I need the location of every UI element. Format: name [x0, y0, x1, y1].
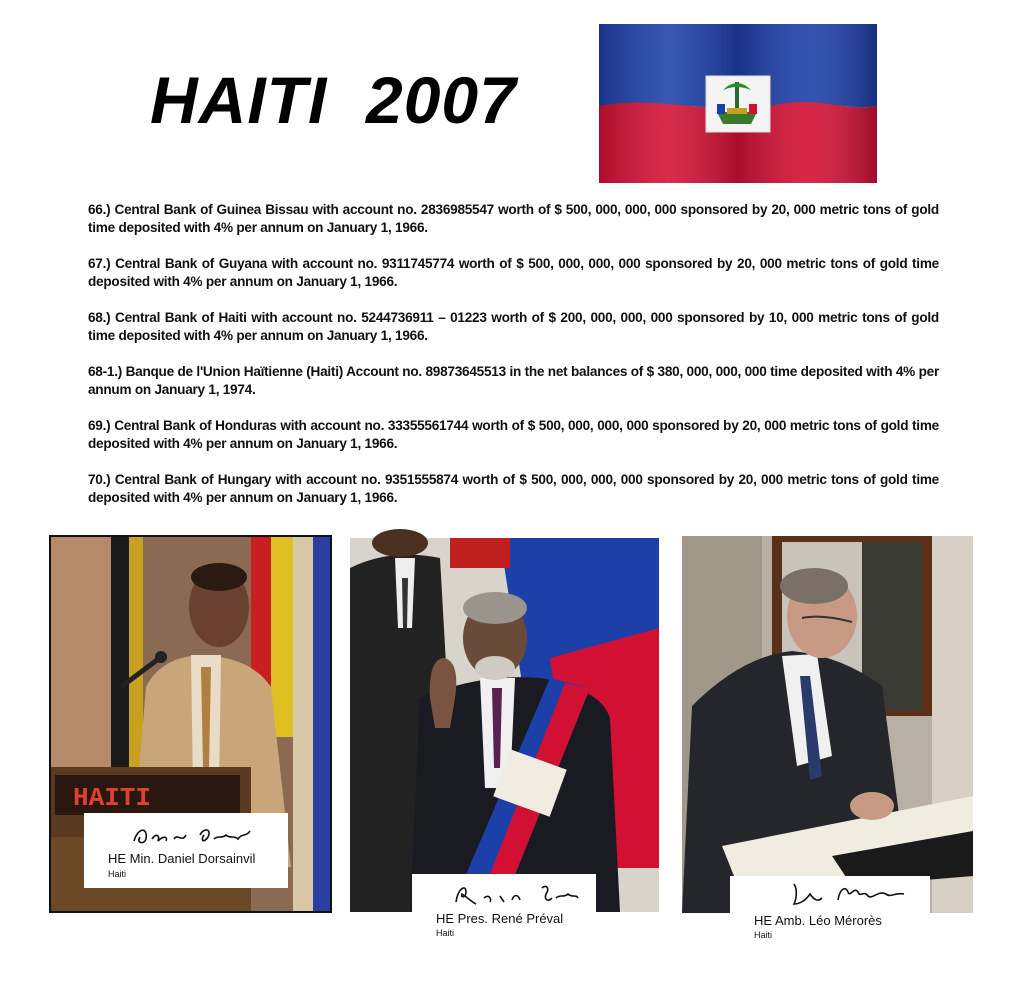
- caption-name: HE Pres. René Préval: [436, 911, 564, 926]
- list-item: 70.) Central Bank of Hungary with account no. 9351555874 worth of $ 500, 000, 000, 000 sponsored by 20, 000 metric tons of gold time deposited with 4% per annum on January 1, 1966.: [88, 472, 939, 505]
- signature-image: [790, 880, 910, 908]
- caption-leo-merores: [730, 876, 930, 940]
- caption-country: Haiti: [754, 930, 773, 940]
- list-item: 69.) Central Bank of Honduras with account no. 33355561744 worth of $ 500, 000, 000, 000 sponsored by 20, 000 metric tons of gold time deposited with 4% per annum on January 1, 1966.: [88, 418, 939, 451]
- photo-daniel-dorsainvil: [49, 535, 332, 913]
- caption-name: HE Min. Daniel Dorsainvil: [108, 851, 256, 866]
- caption-country: Haiti: [436, 928, 455, 938]
- photo-rene-preval: [350, 538, 659, 938]
- list-item: 66.) Central Bank of Guinea Bissau with account no. 2836985547 worth of $ 500, 000, 000, 000 sponsored by 20, 000 metric tons of gold time deposited with 4% per annum on January 1, 1966.: [88, 202, 939, 235]
- haiti-flag-image: [599, 24, 877, 183]
- photo-leo-merores: [682, 536, 973, 940]
- signature-image: [452, 880, 582, 908]
- list-item: 68.) Central Bank of Haiti with account no. 5244736911 – 01223 worth of $ 200, 000, 000, 000 sponsored by 10, 000 metric tons of gold time deposited with 4% per annum on January 1, 1966.: [88, 310, 939, 343]
- caption-name: HE Amb. Léo Mérorès: [754, 913, 882, 928]
- caption-country: Haiti: [108, 869, 127, 879]
- podium-text: HAITI: [73, 783, 152, 813]
- list-item: 68-1.) Banque de l'Union Haïtienne (Haiti) Account no. 89873645513 in the net balances of $ 380, 000, 000, 000 time deposited with 4% per annum on January 1, 1974.: [88, 364, 939, 397]
- caption-daniel-dorsainvil: [84, 813, 288, 888]
- list-item: 67.) Central Bank of Guyana with account no. 9311745774 worth of $ 500, 000, 000, 000 sponsored by 20, 000 metric tons of gold time deposited with 4% per annum on January 1, 1966.: [88, 256, 939, 289]
- account-entries-list: [88, 201, 939, 525]
- signature-image: [130, 821, 270, 849]
- page-title: HAITI 2007: [150, 63, 517, 137]
- caption-rene-preval: [412, 874, 596, 938]
